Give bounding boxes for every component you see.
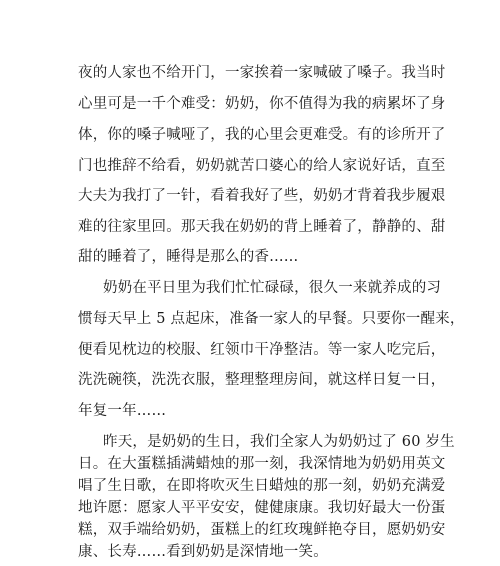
paragraph-line: 日。在大蛋糕插满蜡烛的那一刻，我深情地为奶奶用英文 <box>78 456 446 472</box>
paragraph-line: 年复一年…… <box>78 403 167 419</box>
paragraph-line: 难的往家里回。那天我在奶奶的背上睡着了，静静的、甜 <box>78 219 446 235</box>
paragraph-line: 甜的睡着了，睡得是那么的香…… <box>78 249 299 265</box>
paragraph-line: 糕，双手端给奶奶，蛋糕上的红玫瑰鲜艳夺目，愿奶奶安 <box>78 522 446 538</box>
paragraph-line: 便看见枕边的校服、红领巾干净整洁。等一家人吃完后， <box>78 342 446 358</box>
paragraph-line: 地许愿：愿家人平平安安，健健康康。我切好最大一份蛋 <box>78 500 446 516</box>
paragraph-line: 惯每天早上 5 点起床，准备一家人的早餐。只要你一醒来， <box>78 311 465 327</box>
paragraph-line: 夜的人家也不给开门，一家挨着一家喊破了嗓子。我当时 <box>78 65 446 81</box>
paragraph-line: 洗洗碗筷，洗洗衣服，整理整理房间，就这样日复一日， <box>78 372 446 388</box>
paragraph-line: 康、长寿……看到奶奶是深情地一笑。 <box>78 544 328 560</box>
paragraph-line: 心里可是一千个难受：奶奶，你不值得为我的病累坏了身 <box>78 96 446 112</box>
paragraph-line: 唱了生日歌，在即将吹灭生日蜡烛的那一刻，奶奶充满爱 <box>78 478 446 494</box>
paragraph-line: 昨天，是奶奶的生日，我们全家人为奶奶过了 60 岁生 <box>103 434 455 450</box>
paragraph-line: 大夫为我打了一针，看着我好了些，奶奶才背着我步履艰 <box>78 188 446 204</box>
paragraph-line: 奶奶在平日里为我们忙忙碌碌，很久一来就养成的习 <box>103 280 442 296</box>
paragraph-line: 体，你的嗓子喊哑了，我的心里会更难受。有的诊所开了 <box>78 127 446 143</box>
paragraph-line: 门也推辞不给看，奶奶就苦口婆心的给人家说好话，直至 <box>78 158 446 174</box>
